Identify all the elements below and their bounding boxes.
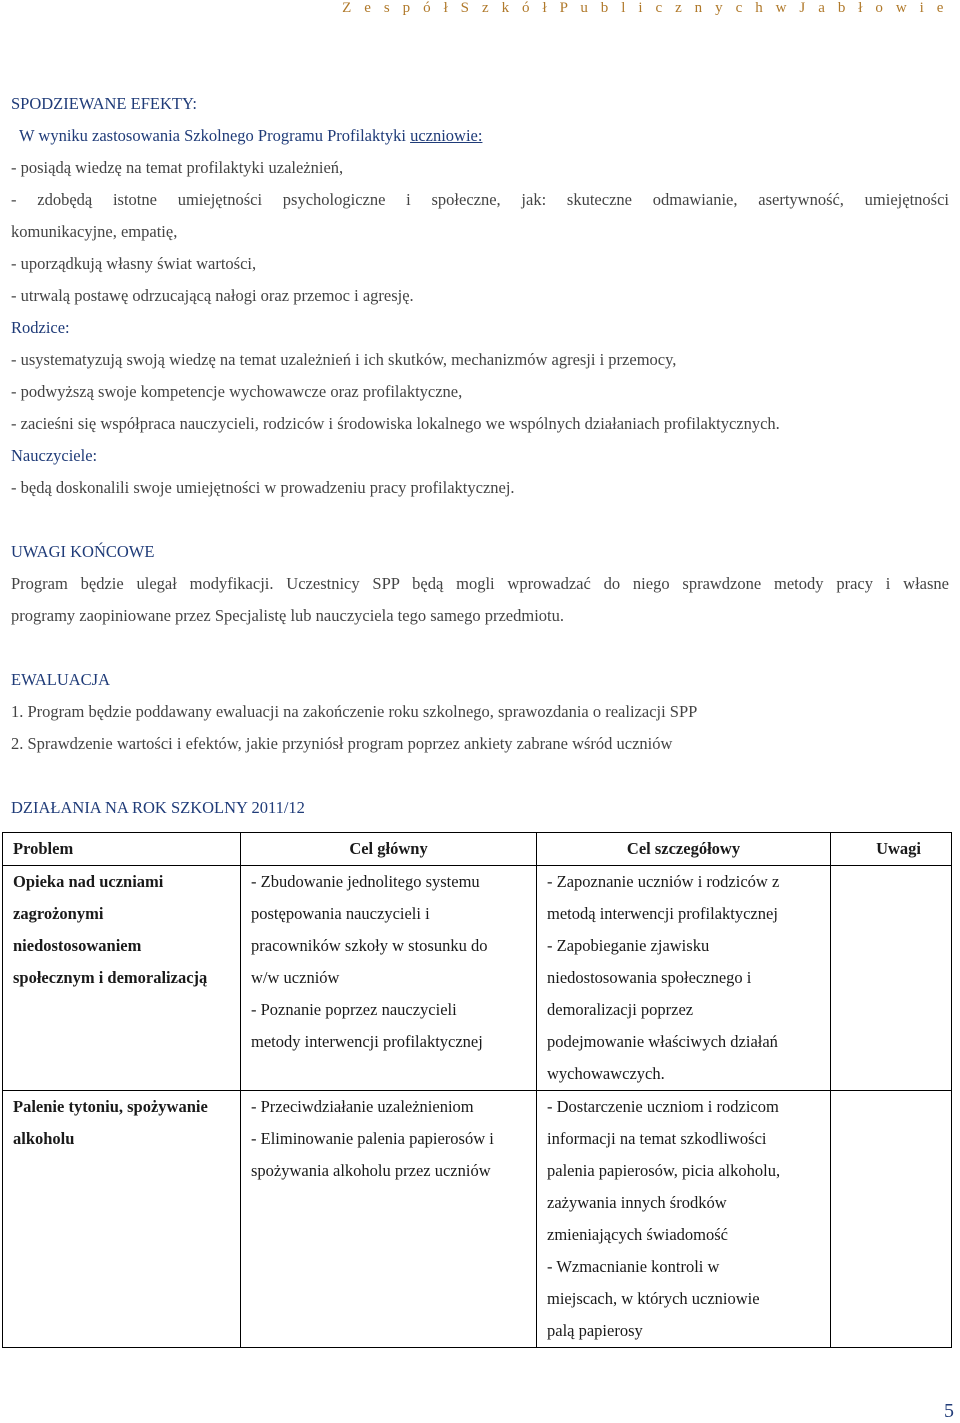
- cell-line: alkoholu: [13, 1129, 75, 1148]
- cell-line: postępowania nauczycieli i: [251, 904, 430, 923]
- effects-intro-text: W wyniku zastosowania Szkolnego Programu Profilaktyki: [19, 126, 411, 145]
- cell-specific: [537, 866, 831, 1091]
- cell-line: - Zapobieganie zjawisku: [547, 936, 710, 955]
- actions-table: [2, 832, 952, 1348]
- cell-main: [241, 1091, 537, 1348]
- evaluation-heading: EWALUACJA: [11, 670, 110, 689]
- cell-line: - Wzmacnianie kontroli w: [547, 1257, 720, 1276]
- document-body: [11, 88, 949, 1348]
- remarks-line-1: Program będzie ulegał modyfikacji. Uczestnicy SPP będą mogli wprowadzać do niego sprawdzone metody pracy i własne: [11, 574, 949, 593]
- table-row: [3, 1091, 952, 1348]
- cell-line: miejscach, w których uczniowie: [547, 1289, 760, 1308]
- teacher-effect-1: - będą doskonalili swoje umiejętności w prowadzeniu pracy profilaktycznej.: [11, 478, 515, 497]
- cell-line: niedostosowania społecznego i: [547, 968, 752, 987]
- remarks-heading: UWAGI KOŃCOWE: [11, 542, 155, 561]
- cell-notes: [831, 866, 952, 1091]
- cell-notes: [831, 1091, 952, 1348]
- parent-effect-3: - zacieśni się współpraca nauczycieli, rodziców i środowiska lokalnego we wspólnych działaniach profilaktycznych.: [11, 414, 780, 433]
- cell-line: podejmowanie właściwych działań: [547, 1032, 778, 1051]
- table-row: [3, 866, 952, 1091]
- cell-line: - Przeciwdziałanie uzależnieniom: [251, 1097, 474, 1116]
- cell-line: Opieka nad uczniami: [13, 872, 164, 891]
- cell-line: spożywania alkoholu przez uczniów: [251, 1161, 491, 1180]
- actions-table-body: [3, 866, 952, 1348]
- cell-line: niedostosowaniem: [13, 936, 142, 955]
- parent-effect-1: - usystematyzują swoją wiedzę na temat uzależnień i ich skutków, mechanizmów agresji i przemocy,: [11, 350, 677, 369]
- cell-problem: [3, 866, 241, 1091]
- effects-intro-link: uczniowie:: [410, 126, 483, 145]
- cell-line: zagrożonymi: [13, 904, 104, 923]
- actions-heading: DZIAŁANIA NA ROK SZKOLNY 2011/12: [11, 798, 305, 817]
- cell-line: - Eliminowanie palenia papierosów i: [251, 1129, 494, 1148]
- col-header-main-goal: Cel główny: [241, 833, 537, 866]
- effects-intro: [11, 120, 949, 152]
- cell-line: - Poznanie poprzez nauczycieli: [251, 1000, 457, 1019]
- cell-line: pracowników szkoły w stosunku do: [251, 936, 488, 955]
- student-effect-2-cont: komunikacyjne, empatię,: [11, 222, 178, 241]
- cell-line: - Zapoznanie uczniów i rodziców z: [547, 872, 780, 891]
- student-effect-2: - zdobędą istotne umiejętności psychologiczne i społeczne, jak: skuteczne odmawianie, asertywność, umiejętności: [11, 190, 949, 209]
- remarks-line-2: programy zaopiniowane przez Specjalistę lub nauczyciela tego samego przedmiotu.: [11, 606, 564, 625]
- cell-line: zażywania innych środków: [547, 1193, 727, 1212]
- teachers-label: Nauczyciele:: [11, 446, 98, 465]
- cell-line: zmieniających świadomość: [547, 1225, 728, 1244]
- student-effect-3: - uporządkują własny świat wartości,: [11, 254, 257, 273]
- effects-heading: SPODZIEWANE EFEKTY:: [11, 94, 197, 113]
- cell-line: informacji na temat szkodliwości: [547, 1129, 767, 1148]
- evaluation-item-2: 2. Sprawdzenie wartości i efektów, jakie przyniósł program poprzez ankiety zabrane wśród uczniów: [11, 734, 673, 753]
- evaluation-item-1: 1. Program będzie poddawany ewaluacji na zakończenie roku szkolnego, sprawozdania o realizacji SPP: [11, 702, 698, 721]
- cell-line: - Zbudowanie jednolitego systemu: [251, 872, 480, 891]
- col-header-problem: Problem: [3, 833, 241, 866]
- cell-line: palą papierosy: [547, 1321, 643, 1340]
- cell-main: [241, 866, 537, 1091]
- cell-problem: [3, 1091, 241, 1348]
- cell-line: Palenie tytoniu, spożywanie: [13, 1097, 208, 1116]
- student-effect-1: - posiądą wiedzę na temat profilaktyki uzależnień,: [11, 158, 344, 177]
- cell-line: w/w uczniów: [251, 968, 340, 987]
- cell-line: demoralizacji poprzez: [547, 1000, 694, 1019]
- col-header-notes: Uwagi: [831, 833, 952, 866]
- parents-label: Rodzice:: [11, 318, 70, 337]
- table-header-row: [3, 833, 952, 866]
- page-header: Z e s p ó ł S z k ó ł P u b l i c z n y c h w J a b ł o w i e: [342, 0, 948, 16]
- cell-specific: [537, 1091, 831, 1348]
- cell-line: metodą interwencji profilaktycznej: [547, 904, 778, 923]
- page-number: 5: [944, 1400, 954, 1422]
- cell-line: społecznym i demoralizacją: [13, 968, 208, 987]
- cell-line: palenia papierosów, picia alkoholu,: [547, 1161, 781, 1180]
- student-effect-4: - utrwalą postawę odrzucającą nałogi oraz przemoc i agresję.: [11, 286, 414, 305]
- cell-line: wychowawczych.: [547, 1064, 665, 1083]
- col-header-specific-goal: Cel szczegółowy: [537, 833, 831, 866]
- cell-line: - Dostarczenie uczniom i rodzicom: [547, 1097, 779, 1116]
- parent-effect-2: - podwyższą swoje kompetencje wychowawcze oraz profilaktyczne,: [11, 382, 463, 401]
- cell-line: metody interwencji profilaktycznej: [251, 1032, 483, 1051]
